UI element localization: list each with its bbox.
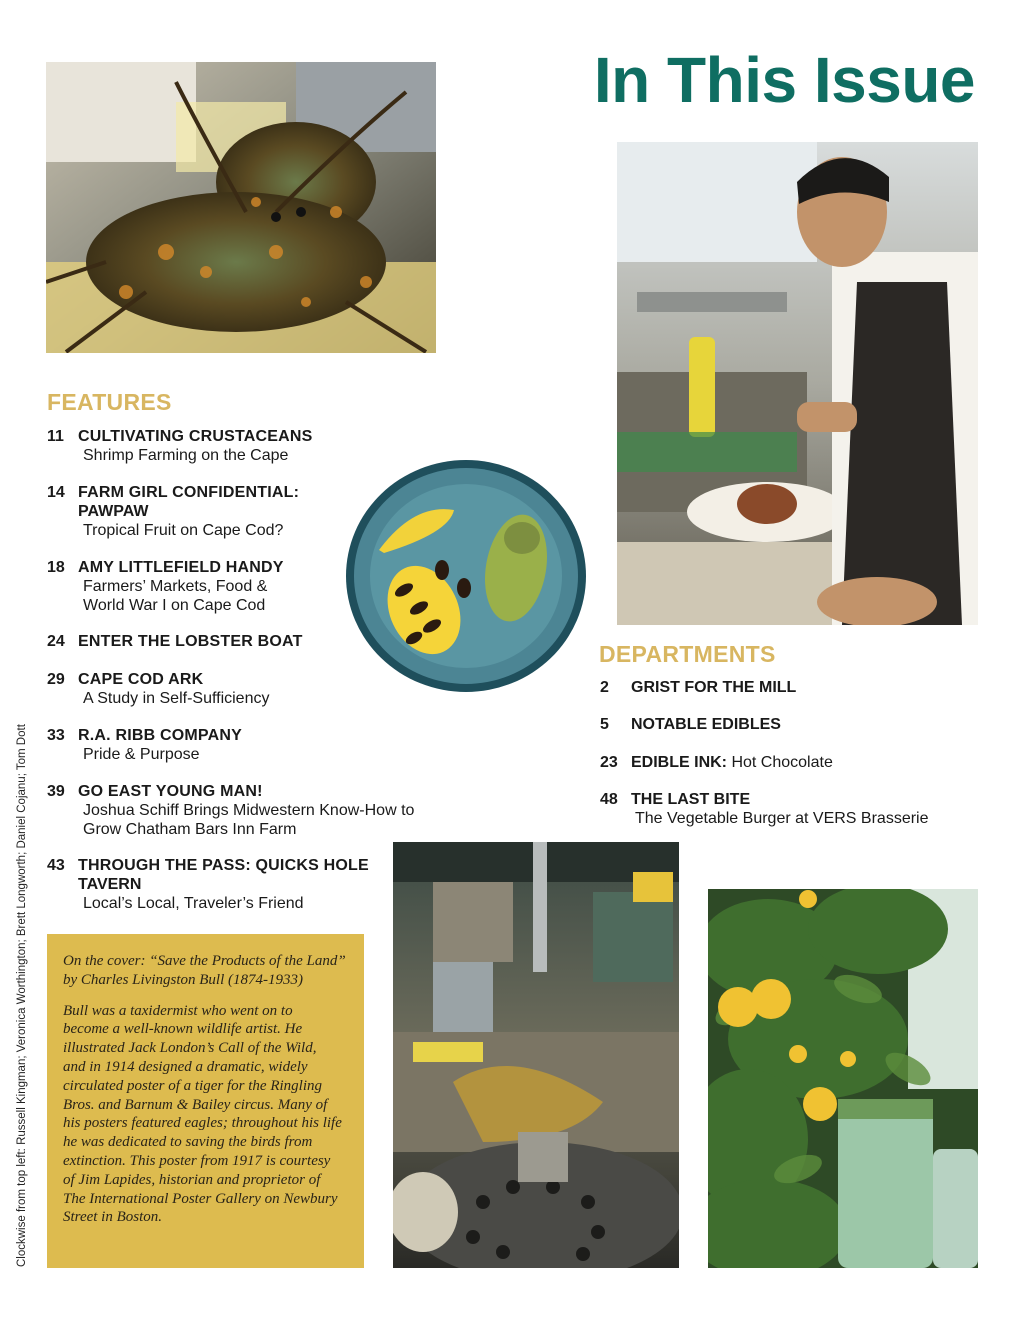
cover-body-line: his posters featured eagles; throughout his life [63,1115,342,1132]
cover-body-line: and in 1914 designed a dramatic, widely [63,1058,308,1075]
feature-item [47,726,447,764]
feature-subtitle: A Study in Self-Sufficiency [83,690,270,707]
page-number: 24 [47,633,65,650]
cover-body-line: Street in Boston. [63,1209,163,1226]
feature-subtitle: Joshua Schiff Brings Midwestern Know-How to [83,802,415,819]
cover-body-line: Bros. and Barnum & Bailey circus. Many of [63,1096,328,1113]
feature-subtitle: Pride & Purpose [83,746,200,763]
cover-body-line: Bull was a taxidermist who went on to [63,1002,293,1019]
feature-title: FARM GIRL CONFIDENTIAL: [78,484,300,501]
feature-title: AMY LITTLEFIELD HANDY [78,559,284,576]
department-subtitle: Hot Chocolate [727,754,833,771]
cover-body-line: of Jim Lapides, historian and proprietor of [63,1171,321,1188]
departments-heading: DEPARTMENTS [599,641,776,667]
feature-item [47,782,447,839]
page-number: 5 [600,716,609,733]
photo-credit: Clockwise from top left: Russell Kingman; Veronica Worthington; Brett Longworth; Daniel Cojanu; Tom Dott [16,724,28,1267]
features-heading: FEATURES [47,389,172,415]
feature-title: CULTIVATING CRUSTACEANS [78,428,313,445]
page-number: 39 [47,783,65,800]
department-title: GRIST FOR THE MILL [631,679,797,696]
cover-caption-line: by Charles Livingston Bull (1874-1933) [63,971,303,988]
feature-subtitle: Farmers’ Markets, Food & [83,578,268,595]
cover-body-line: illustrated Jack London’s Call of the Wild, [63,1040,317,1057]
page-number: 2 [600,679,609,696]
page-number: 18 [47,559,65,576]
page-number: 23 [600,754,618,771]
department-title: THE LAST BITE [631,791,751,808]
feature-title-continued: TAVERN [78,876,142,893]
feature-subtitle: Tropical Fruit on Cape Cod? [83,522,284,539]
cover-body-line: become a well-known wildlife artist. He [63,1021,303,1038]
department-item [600,791,980,828]
cover-body-line: circulated poster of a tiger for the Ringling [63,1077,322,1094]
feature-title: ENTER THE LOBSTER BOAT [78,633,303,650]
feature-title: R.A. RIBB COMPANY [78,727,242,744]
cover-description-box [47,934,364,1268]
feature-title-continued: PAWPAW [78,503,149,520]
feature-title: GO EAST YOUNG MAN! [78,783,263,800]
department-item [600,679,980,697]
feature-title: CAPE COD ARK [78,671,204,688]
lobster-photo [46,62,436,353]
workshop-photo [393,842,679,1268]
cover-body-line: The International Poster Gallery on Newbury [63,1190,338,1207]
feature-subtitle: Local’s Local, Traveler’s Friend [83,895,304,912]
department-item [600,716,980,734]
page-number: 14 [47,484,65,501]
department-title: NOTABLE EDIBLES [631,716,781,733]
cover-caption-line: On the cover: “Save the Products of the Land” [63,953,346,969]
feature-subtitle: Grow Chatham Bars Inn Farm [83,821,297,838]
feature-subtitle: World War I on Cape Cod [83,597,266,614]
department-title: EDIBLE INK: [631,754,727,771]
feature-item [47,856,447,913]
pawpaw-plate-photo [344,458,588,694]
page-number: 48 [600,791,618,808]
page-number: 29 [47,671,65,688]
page-number: 11 [47,428,64,445]
page-number: 43 [47,857,65,874]
page-title: In This Issue [593,44,975,116]
feature-title: THROUGH THE PASS: QUICKS HOLE [78,857,369,874]
feature-subtitle: Shrimp Farming on the Cape [83,447,289,464]
cover-body-line: extinction. This poster from 1917 is courtesy [63,1152,331,1169]
cover-body-line: he was dedicated to saving the birds from [63,1134,313,1151]
department-subtitle: The Vegetable Burger at VERS Brasserie [635,810,929,827]
chef-kitchen-photo [617,142,978,625]
lemon-tree-photo [708,889,978,1268]
department-item [600,754,980,772]
page-number: 33 [47,727,65,744]
